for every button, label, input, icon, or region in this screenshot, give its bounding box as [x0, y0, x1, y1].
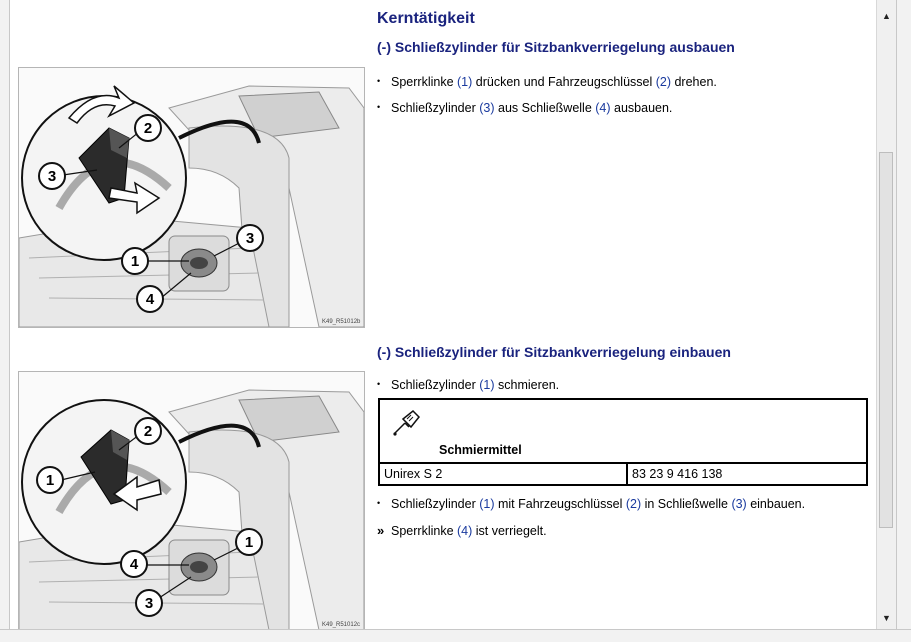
reference-link[interactable]: (2) [655, 75, 671, 89]
callout-label: 4 [145, 291, 155, 308]
reference-link[interactable]: (2) [625, 497, 642, 511]
figure-install-lock-cylinder [18, 371, 365, 629]
window-frame-left [0, 0, 10, 641]
section-title: Kerntätigkeit [377, 10, 475, 27]
grease-tube-icon [391, 407, 423, 437]
callout-label: 2 [143, 120, 153, 137]
step1-bullet-2: • Schließzylinder (3) aus Schließwelle (4) ausbauen. [377, 101, 673, 115]
lubricant-label: Schmiermittel [439, 443, 522, 457]
bullet-dot-icon: • [377, 498, 381, 508]
reference-link[interactable]: (4) [595, 101, 611, 115]
document-content [10, 0, 876, 629]
callout-label: 2 [143, 423, 153, 440]
bullet-dot-icon: • [377, 102, 381, 112]
bullet-dot-icon: • [377, 379, 381, 389]
callout-label: 3 [245, 230, 255, 247]
bullet-dot-icon: • [377, 76, 381, 86]
callout-label: 1 [244, 534, 254, 551]
figure-code: K49_R51012b [322, 319, 361, 325]
callout-label: 3 [144, 595, 154, 612]
result-line: » Sperrklinke (4) ist verriegelt. [377, 523, 547, 538]
window-frame-bottom [0, 629, 911, 642]
scrollbar-thumb[interactable] [879, 152, 893, 528]
arrow-up-icon[interactable]: ▲ [878, 7, 895, 24]
step2-heading: (-) Schließzylinder für Sitzbankverriegelung einbauen [377, 344, 731, 360]
lubricant-table [378, 398, 868, 486]
callout-label: 1 [130, 253, 140, 270]
vertical-scrollbar[interactable] [876, 0, 896, 629]
arrow-down-icon[interactable]: ▼ [878, 609, 895, 626]
reference-link[interactable]: (1) [457, 75, 473, 89]
reference-link[interactable]: (3) [479, 101, 495, 115]
callout-label: 1 [45, 472, 55, 489]
step1-bullet-1: • Sperrklinke (1) drücken und Fahrzeugschlüssel (2) drehen. [377, 75, 717, 89]
step2-bullet-2: • Schließzylinder (1) mit Fahrzeugschlüssel (2) in Schließwelle (3) einbauen. [377, 497, 806, 511]
reference-link[interactable]: (1) [479, 497, 495, 511]
window-frame-right [896, 0, 911, 641]
lubricant-header-cell [379, 399, 867, 463]
callout-label: 4 [129, 556, 139, 573]
lubricant-name: Unirex S 2 [379, 463, 627, 485]
reference-link[interactable]: (3) [731, 497, 747, 511]
step2-bullet-1: • Schließzylinder (1) schmieren. [377, 378, 560, 392]
double-chevron-right-icon: » [377, 523, 385, 538]
lubricant-part-number: 83 23 9 416 138 [627, 463, 867, 485]
reference-link[interactable]: (1) [479, 378, 495, 392]
reference-link[interactable]: (4) [457, 524, 473, 538]
figure-remove-lock-cylinder [18, 67, 365, 328]
callout-label: 3 [47, 168, 57, 185]
step1-heading: (-) Schließzylinder für Sitzbankverriegelung ausbauen [377, 39, 735, 55]
figure-code: K49_R51012c [322, 622, 361, 628]
